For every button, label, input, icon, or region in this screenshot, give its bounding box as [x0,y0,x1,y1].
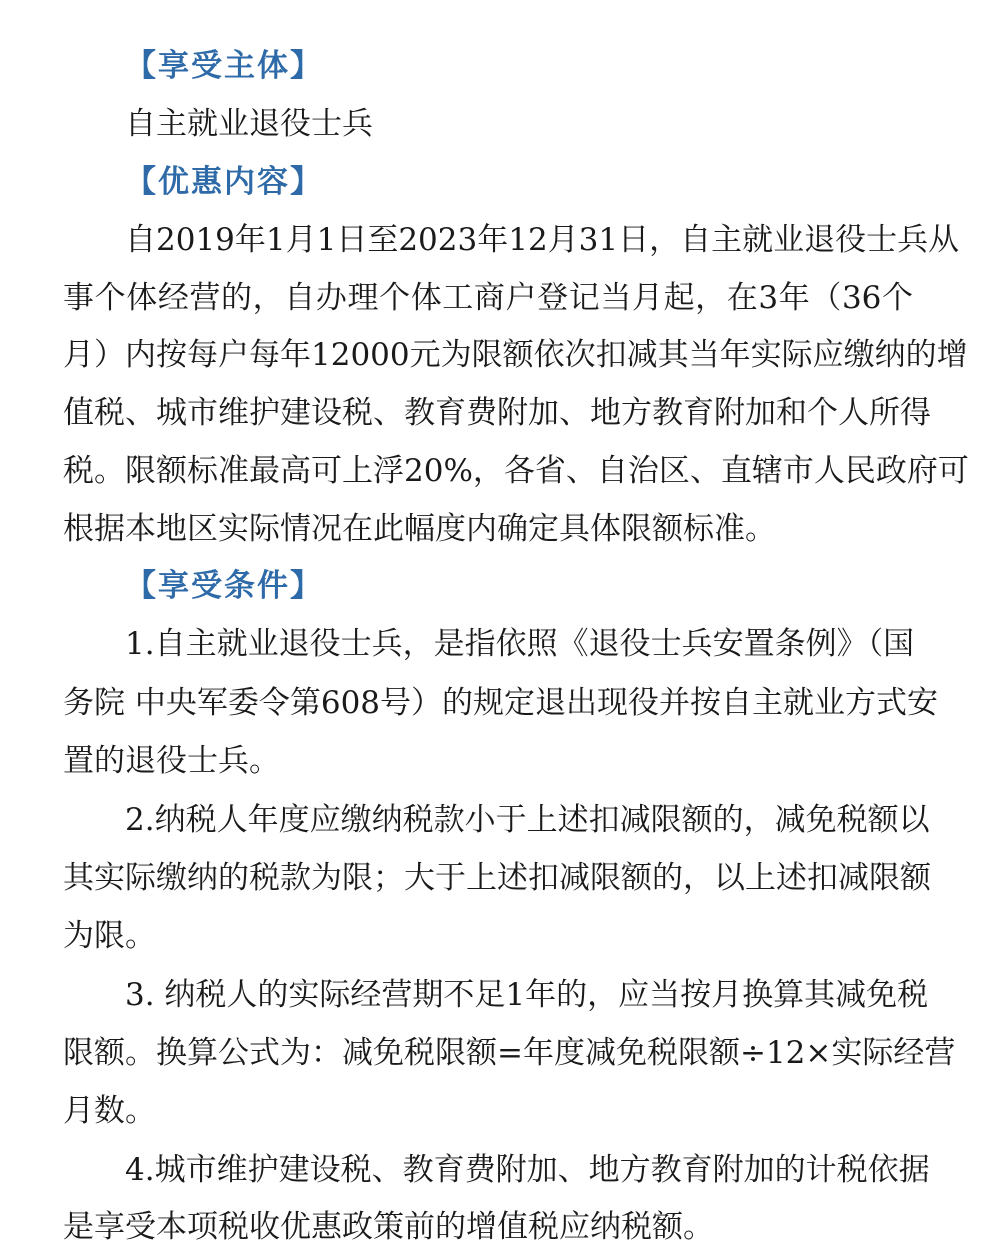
subject-text: 自主就业退役士兵 [125,106,373,142]
condition-1-line: 置的退役士兵。 [63,743,280,779]
section-heading-subject: 【享受主体】 [125,48,323,84]
content-line: 自2019年1月1日至2023年12月31日，自主就业退役士兵从 [125,222,960,258]
condition-3-line: 限额。换算公式为：减免税限额=年度减免税限额÷12×实际经营 [63,1035,956,1071]
condition-3-line: 月数。 [63,1093,156,1129]
content-line: 税。限额标准最高可上浮20%，各省、自治区、直辖市人民政府可 [63,453,969,489]
content-line: 事个体经营的，自办理个体工商户登记当月起，在3年（36个 [63,280,913,316]
condition-4-line: 是享受本项税收优惠政策前的增值税应纳税额。 [63,1209,714,1245]
content-line: 月）内按每户每年12000元为限额依次扣减其当年实际应缴纳的增 [63,337,968,373]
content-line: 值税、城市维护建设税、教育费附加、地方教育附加和个人所得 [63,395,931,431]
condition-1-line: 务院 中央军委令第608号）的规定退出现役并按自主就业方式安 [63,685,939,721]
section-heading-content: 【优惠内容】 [125,164,323,200]
condition-2-line: 其实际缴纳的税款为限；大于上述扣减限额的，以上述扣减限额 [63,860,931,896]
condition-3-line: 3. 纳税人的实际经营期不足1年的，应当按月换算其减免税 [125,977,929,1013]
condition-4-line: 4.城市维护建设税、教育费附加、地方教育附加的计税依据 [125,1152,930,1188]
condition-2-line: 2.纳税人年度应缴纳税款小于上述扣减限额的，减免税额以 [125,802,930,838]
content-line: 根据本地区实际情况在此幅度内确定具体限额标准。 [63,511,776,547]
condition-1-line: 1.自主就业退役士兵，是指依照《退役士兵安置条例》（国 [125,626,915,662]
section-heading-conditions: 【享受条件】 [125,568,323,604]
condition-2-line: 为限。 [63,918,156,954]
